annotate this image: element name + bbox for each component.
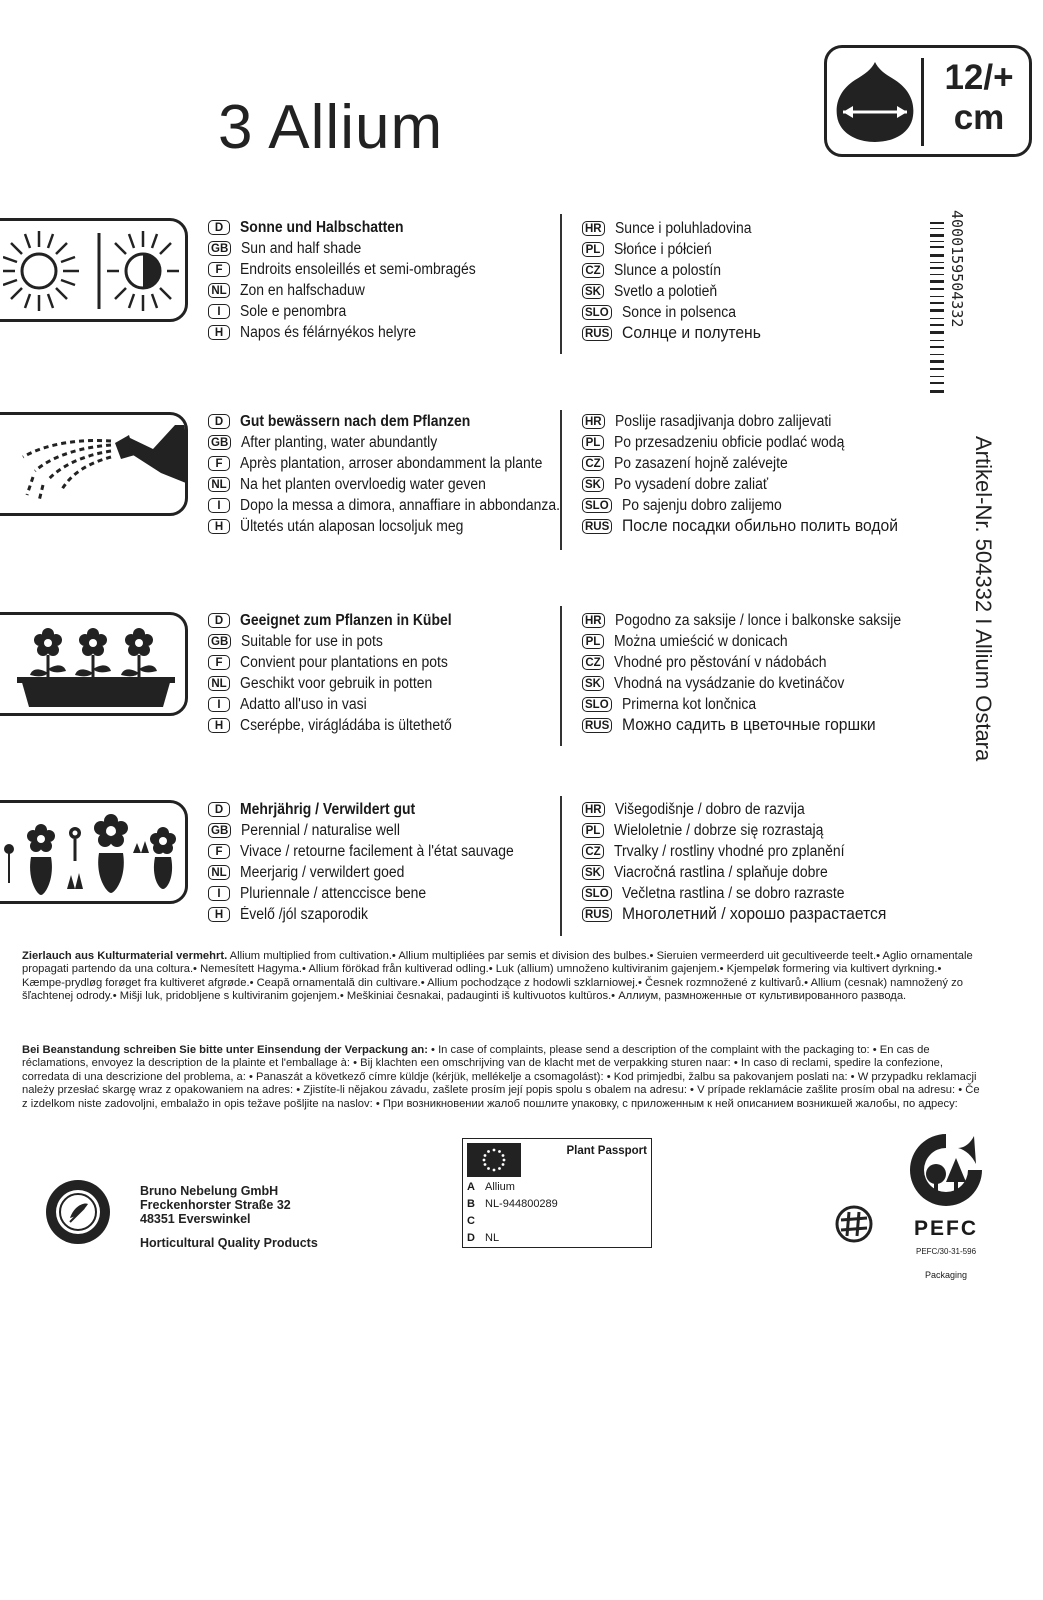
lang-text: Można umieścić w donicach	[614, 632, 788, 650]
lang-code: I	[208, 886, 230, 901]
lang-text: Sonne und Halbschatten	[240, 218, 404, 236]
lang-line	[208, 652, 568, 673]
plant-passport-title: Plant Passport	[566, 1145, 647, 1157]
lang-text: Perennial / naturalise well	[241, 821, 401, 839]
lang-text: Vhodné pro pěstování v nádobách	[614, 653, 827, 671]
lang-code: F	[208, 456, 230, 471]
lang-line	[208, 799, 568, 820]
lang-line	[208, 610, 568, 631]
lang-code: NL	[208, 676, 230, 691]
lang-text: Po zasazení hojně zalévejte	[614, 454, 788, 472]
lang-code: GB	[208, 241, 231, 256]
column-divider	[560, 410, 562, 550]
watering-can-icon-box	[0, 412, 188, 516]
lang-text: Večletna rastlina / se dobro razraste	[621, 884, 845, 902]
pefc-label: PEFC	[913, 1217, 978, 1240]
complaints-note-heading: Bei Beanstandung schreiben Sie bitte unter Einsendung der Verpackung an:	[22, 1044, 428, 1056]
flower-pot-icon	[3, 615, 188, 715]
lang-text: Pogodno za saksije / lonce i balkonske saksije	[614, 611, 901, 629]
flower-pot-icon-box	[0, 612, 188, 716]
lang-line	[582, 883, 942, 904]
lang-text: After planting, water abundantly	[241, 433, 438, 451]
lang-text: Primerna kot lončnica	[621, 695, 756, 713]
lang-text: Mehrjährig / Verwildert gut	[240, 800, 416, 818]
passport-value: NL	[485, 1232, 500, 1244]
lang-line	[582, 799, 942, 820]
passport-value: NL-944800289	[485, 1198, 558, 1210]
cultivation-note	[22, 950, 982, 1004]
lang-line	[208, 631, 568, 652]
passport-row	[467, 1181, 515, 1194]
lang-code: NL	[208, 283, 230, 298]
bulb-size-icon	[831, 56, 919, 148]
bulb-size-number: 12/+	[944, 58, 1014, 97]
lang-code: RUS	[582, 519, 612, 534]
article-number: Artikel-Nr. 504332 I Allium Ostara	[971, 436, 996, 762]
lang-code: HR	[582, 802, 605, 817]
company-tagline: Horticultural Quality Products	[140, 1236, 318, 1250]
lang-text: Многолетний / хорошо разрастается	[622, 905, 887, 923]
barcode-number: 4000159504332	[948, 210, 966, 328]
lang-line	[582, 631, 942, 652]
perennial-text-right	[582, 799, 942, 925]
lang-text: Après plantation, arroser abondamment la plante	[240, 454, 543, 472]
product-title: 3 Allium	[218, 93, 444, 162]
company-address	[140, 1184, 291, 1226]
lang-text: Zon en halfschaduw	[240, 281, 365, 299]
lang-line	[208, 474, 568, 495]
lang-text: Po vysadení dobre zaliať	[614, 475, 769, 493]
sun-text-left	[208, 217, 568, 343]
lang-code: F	[208, 655, 230, 670]
lang-text: Geeignet zum Pflanzen in Kübel	[240, 611, 452, 629]
lang-code: D	[208, 613, 230, 628]
lang-code: GB	[208, 634, 231, 649]
lang-line	[582, 323, 942, 344]
lang-text: Poslije rasadjivanja dobro zalijevati	[614, 412, 831, 430]
lang-code: D	[208, 414, 230, 429]
lang-text: Geschikt voor gebruik in potten	[240, 674, 433, 692]
lang-line	[582, 239, 942, 260]
pefc-tree-icon	[906, 1130, 986, 1210]
lang-code: PL	[582, 634, 604, 649]
lang-line	[582, 432, 942, 453]
lang-code: H	[208, 519, 230, 534]
lang-code: HR	[582, 221, 605, 236]
lang-line	[208, 694, 568, 715]
lang-code: F	[208, 262, 230, 277]
lang-text: Ültetés után alaposan locsoljuk meg	[240, 517, 464, 535]
lang-line	[208, 238, 568, 259]
water-text-right	[582, 411, 942, 537]
perennial-text-left	[208, 799, 568, 925]
lang-code: RUS	[582, 326, 612, 341]
bulb-size-unit: cm	[953, 98, 1005, 137]
lang-text: Endroits ensoleillés et semi-ombragés	[240, 260, 476, 278]
company-street: Freckenhorster Straße 32	[140, 1198, 291, 1212]
lang-text: Slunce a polostín	[614, 261, 722, 279]
lang-text: Sole e penombra	[240, 302, 347, 320]
bulb-size-value	[927, 58, 1031, 138]
lang-line	[582, 820, 942, 841]
column-divider	[560, 796, 562, 936]
lang-text: Na het planten overvloedig water geven	[240, 475, 486, 493]
complaints-note	[22, 1044, 982, 1111]
lang-text: Солнце и полутень	[622, 324, 762, 342]
lang-line	[208, 673, 568, 694]
lang-line	[208, 516, 568, 537]
sun-halfshade-icon	[3, 221, 188, 321]
lang-line	[208, 322, 568, 343]
lang-code: CZ	[582, 263, 604, 278]
passport-key: B	[467, 1198, 475, 1210]
lang-line	[582, 673, 942, 694]
badge-divider	[921, 58, 924, 146]
lang-text: Słońce i półcień	[614, 240, 712, 258]
lang-text: Cserépbe, virágládába is ültethető	[240, 716, 452, 734]
pot-text-left	[208, 610, 568, 736]
lang-line	[208, 217, 568, 238]
lang-text: Vhodná na vysádzanie do kvetináčov	[614, 674, 845, 692]
pefc-logo	[900, 1130, 992, 1280]
complaints-note-text: • In case of complaints, please send a description of the complaint with the packaging to: • En cas de réclamations, envoyez la description de la plainte et l'emballage à: • Bij klachten een omschrijving van de klacht met de verpakking sturen naar: • In caso di reclami, spedire la confezione, corredata di una descrizione del problema, a: • Panaszát a következő címre küldje (kérjük, mellékelje a csomagolást): • Kod primjedbi, žalbu sa pakovanjem poslati na: • W przypadku reklamacji należy przesłać skargę wraz z opakowaniem na adres: • Zjistíte-li nějakou závadu, zašlete prosím její popis spolu s obalem na adresu: • V prípade reklamácie zašlite prosím obal na adresu: • Če z izdelkom niste zadovoljni, embalažo in opis težave pošljite na naslov: • При возникновении жалоб пошлите упаковку, с приложенным к ней описанием возникшей жалобы, по адресу:	[22, 1044, 980, 1110]
lang-text: Svetlo a polotieň	[614, 282, 718, 300]
sun-text-right	[582, 218, 942, 344]
lang-line	[582, 281, 942, 302]
lang-code: PL	[582, 435, 604, 450]
sun-halfshade-icon-box	[0, 218, 188, 322]
lang-text: Wieloletnie / dobrze się rozrastają	[614, 821, 824, 839]
lang-code: CZ	[582, 456, 604, 471]
lang-text: Suitable for use in pots	[241, 632, 384, 650]
passport-key: A	[467, 1181, 475, 1193]
passport-value: Allium	[485, 1181, 515, 1193]
plant-passport	[462, 1138, 652, 1248]
lang-code: SK	[582, 865, 604, 880]
lang-text: Pluriennale / attenccisce bene	[240, 884, 427, 902]
lang-line	[208, 259, 568, 280]
lang-code: RUS	[582, 907, 612, 922]
cultivation-note-heading: Zierlauch aus Kulturmaterial vermehrt.	[22, 950, 228, 962]
lang-code: GB	[208, 823, 231, 838]
water-text-left	[208, 411, 568, 537]
lang-line	[208, 904, 568, 925]
lang-text: Sun and half shade	[241, 239, 362, 257]
lang-line	[208, 453, 568, 474]
lang-line	[582, 260, 942, 281]
lang-line	[208, 862, 568, 883]
perennial-flowers-icon	[3, 803, 188, 903]
lang-code: D	[208, 220, 230, 235]
lang-code: SK	[582, 676, 604, 691]
lang-line	[582, 694, 942, 715]
lang-code: PL	[582, 242, 604, 257]
lang-code: SLO	[582, 697, 612, 712]
lang-line	[582, 841, 942, 862]
recycling-mark-icon	[834, 1204, 874, 1244]
lang-text: Dopo la messa a dimora, annaffiare in abbondanza.	[240, 496, 561, 514]
lang-code: D	[208, 802, 230, 817]
lang-line	[208, 495, 568, 516]
lang-line	[582, 474, 942, 495]
lang-code: NL	[208, 865, 230, 880]
company-city: 48351 Everswinkel	[140, 1212, 251, 1226]
lang-text: Можно садить в цветочные горшки	[622, 716, 876, 734]
sustainable-supplier-seal-icon	[44, 1178, 112, 1246]
lang-code: GB	[208, 435, 231, 450]
lang-code: SLO	[582, 886, 612, 901]
passport-key: C	[467, 1215, 475, 1227]
lang-line	[582, 715, 942, 736]
lang-text: После посадки обильно полить водой	[622, 517, 899, 535]
passport-row	[467, 1232, 499, 1245]
lang-line	[582, 610, 942, 631]
lang-line	[582, 302, 942, 323]
lang-code: SK	[582, 477, 604, 492]
cultivation-note-text: Allium multiplied from cultivation.• Allium multipliées par semis et division des bulbes.• Sieruien vermeerderd uit gecultiveerde teelt.• Aglio ornamentale propagati partendo da una coltura.• Nemesített Hagyma.• Allium förökad från kultiverad odling.• Luk (allium) umnoženo kultiviranim gajenjem.• Kjempeløk formering via kultivert dyrkning.• Kæmpe-prydløg forøget fra kultiveret afgrøde.• Ceapă ornamentală din cultivare.• Allium pochodzące z hodowli szklarniowej.• Česnek rozmnožené z kultivarů.• Allium (cesnak) namnožený zo šľachtenej odrody.• Mišji luk, pridobljene s kultiviranim gojenjem.• Meškiniai česnakai, padauginti iš kultivuotos kultūros.• Аллиум, размноженные от культивированного развода.	[22, 950, 973, 1003]
lang-line	[582, 862, 942, 883]
eu-flag-icon	[467, 1143, 521, 1177]
lang-text: Sunce i poluhladovina	[614, 219, 752, 237]
bulb-size-badge	[824, 45, 1032, 157]
lang-code: F	[208, 844, 230, 859]
lang-text: Gut bewässern nach dem Pflanzen	[240, 412, 471, 430]
lang-line	[582, 495, 942, 516]
lang-line	[208, 883, 568, 904]
lang-code: H	[208, 718, 230, 733]
lang-code: NL	[208, 477, 230, 492]
lang-line	[208, 820, 568, 841]
column-divider	[560, 214, 562, 354]
passport-row	[467, 1198, 558, 1211]
pefc-caption: Packaging	[924, 1270, 968, 1280]
passport-row	[467, 1215, 485, 1228]
lang-line	[208, 280, 568, 301]
lang-code: RUS	[582, 718, 612, 733]
lang-text: Adatto all'uso in vasi	[240, 695, 367, 713]
lang-code: CZ	[582, 655, 604, 670]
lang-line	[208, 432, 568, 453]
lang-code: H	[208, 325, 230, 340]
lang-code: I	[208, 697, 230, 712]
lang-code: SLO	[582, 498, 612, 513]
lang-text: Évelő /jól szaporodik	[240, 905, 368, 923]
lang-code: SK	[582, 284, 604, 299]
lang-line	[208, 841, 568, 862]
pefc-code: PEFC/30-31-596	[915, 1247, 977, 1256]
lang-text: Trvalky / rostliny vhodné pro zplanění	[614, 842, 845, 860]
company-name: Bruno Nebelung GmbH	[140, 1184, 279, 1198]
lang-line	[582, 218, 942, 239]
lang-text: Višegodišnje / dobro de razvija	[614, 800, 805, 818]
lang-code: CZ	[582, 844, 604, 859]
lang-code: SLO	[582, 305, 612, 320]
perennial-flowers-icon-box	[0, 800, 188, 904]
lang-text: Convient pour plantations en pots	[240, 653, 448, 671]
lang-text: Po sajenju dobro zalijemo	[621, 496, 782, 514]
lang-text: Po przesadzeniu obficie podlać wodą	[614, 433, 845, 451]
column-divider	[560, 606, 562, 746]
lang-text: Vivace / retourne facilement à l'état sauvage	[240, 842, 514, 860]
lang-line	[208, 301, 568, 322]
lang-line	[582, 904, 942, 925]
lang-text: Sonce in polsenca	[621, 303, 736, 321]
lang-line	[582, 652, 942, 673]
lang-code: I	[208, 304, 230, 319]
lang-text: Viacročná rastlina / splaňuje dobre	[614, 863, 828, 881]
lang-line	[582, 453, 942, 474]
lang-code: HR	[582, 414, 605, 429]
lang-code: H	[208, 907, 230, 922]
lang-line	[208, 715, 568, 736]
lang-text: Meerjarig / verwildert goed	[240, 863, 405, 881]
lang-line	[582, 411, 942, 432]
pot-text-right	[582, 610, 942, 736]
watering-can-icon	[3, 415, 188, 515]
lang-code: I	[208, 498, 230, 513]
lang-code: HR	[582, 613, 605, 628]
lang-line	[582, 516, 942, 537]
lang-line	[208, 411, 568, 432]
lang-text: Napos és félárnyékos helyre	[240, 323, 417, 341]
lang-code: PL	[582, 823, 604, 838]
passport-key: D	[467, 1232, 475, 1244]
